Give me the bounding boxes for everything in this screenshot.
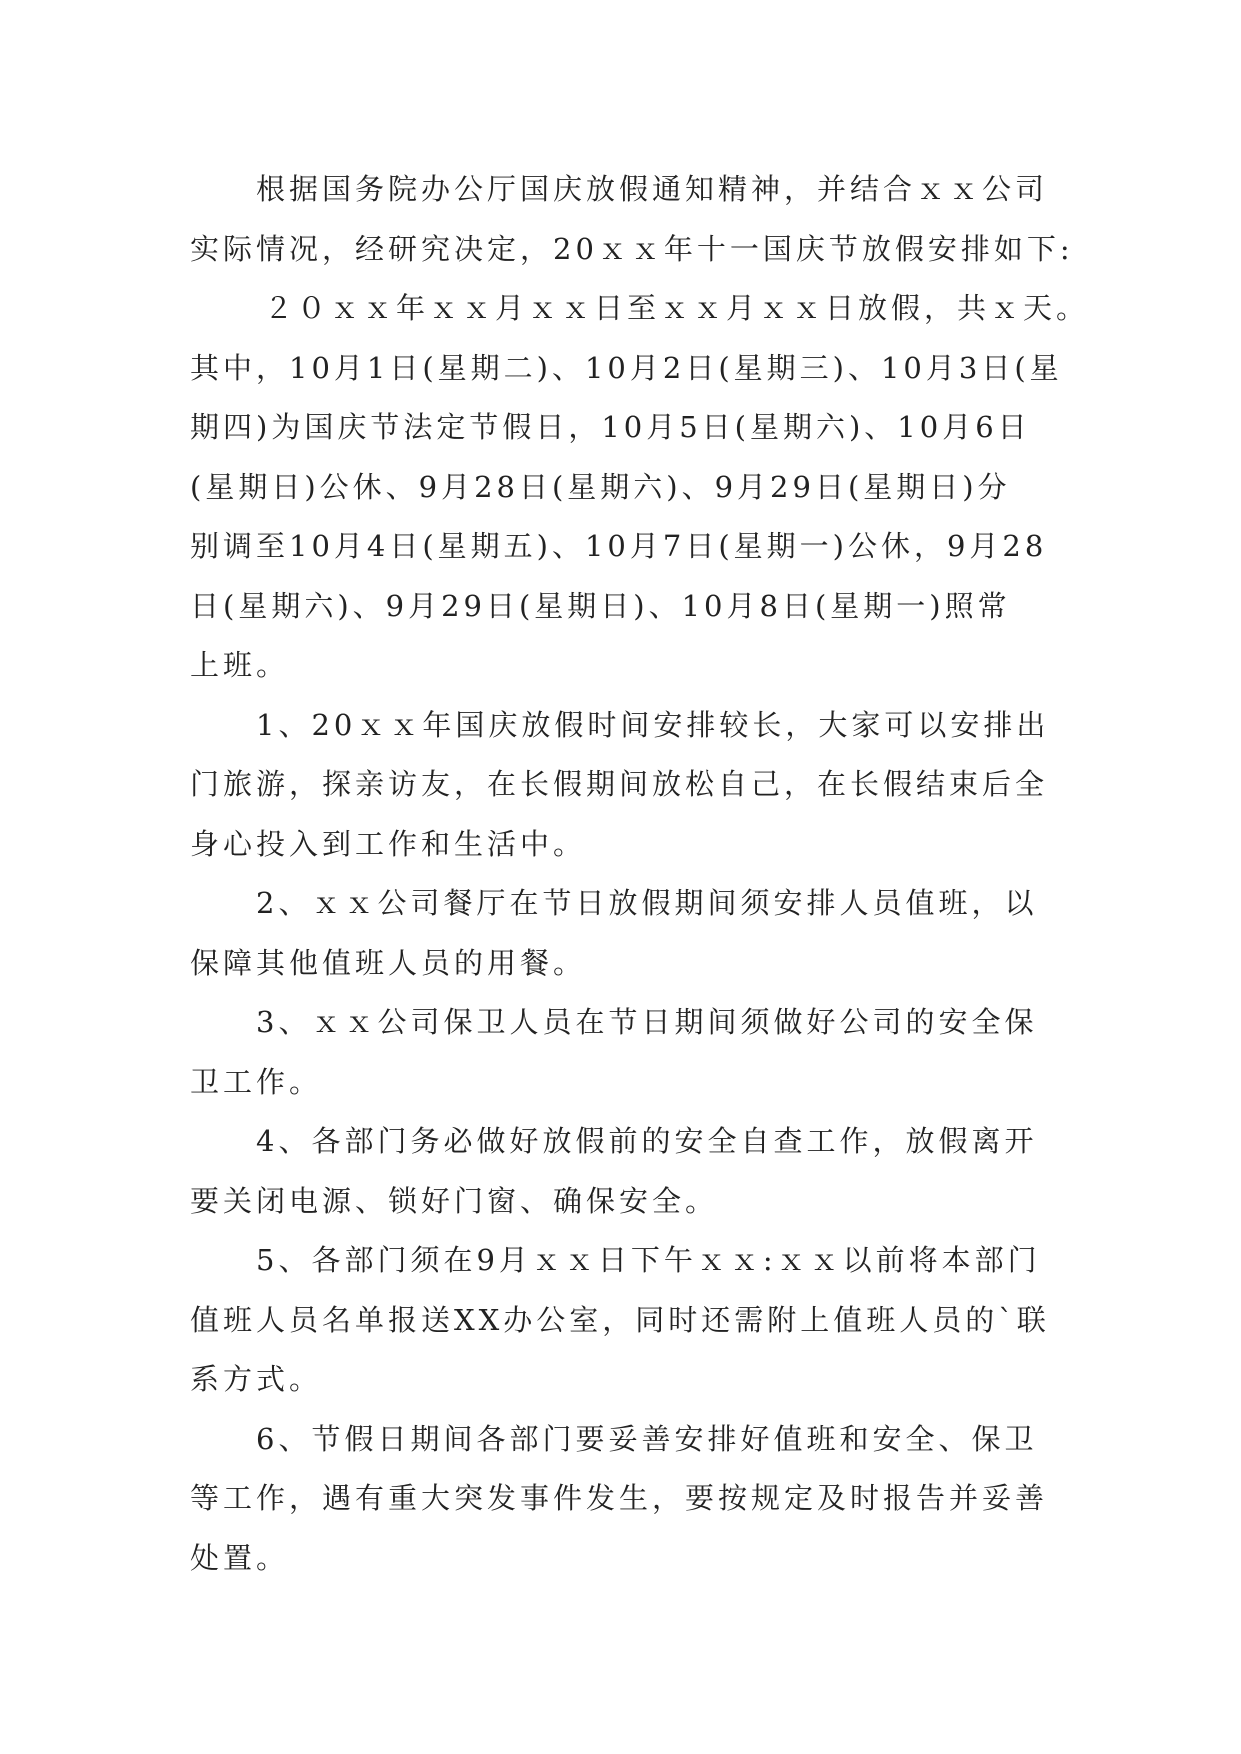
item-1-line-2: 门旅游，探亲访友，在长假期间放松自己，在长假结束后全 <box>190 767 1049 801</box>
document-body <box>190 160 1090 1588</box>
paragraph-schedule-line-5: 别调至10月4日(星期五)、10月7日(星期一)公休，9月28 <box>190 529 1048 563</box>
paragraph-intro-line-2: 实际情况，经研究决定，20ｘｘ年十一国庆节放假安排如下: <box>190 231 1074 266</box>
item-3-line-2: 卫工作。 <box>190 1064 323 1099</box>
item-3-line-1: 3、ｘｘ公司保卫人员在节日期间须做好公司的安全保 <box>256 1005 1038 1039</box>
item-6-line-2: 等工作，遇有重大突发事件发生，要按规定及时报告并妥善 <box>190 1481 1049 1515</box>
paragraph-schedule-line-7: 上班。 <box>190 648 290 682</box>
item-5-line-3: 系方式。 <box>190 1362 323 1396</box>
paragraph-schedule-line-2: 其中，10月1日(星期二)、10月2日(星期三)、10月3日(星 <box>190 350 1063 385</box>
item-6-line-1: 6、节假日期间各部门要妥善安排好值班和安全、保卫 <box>256 1421 1038 1456</box>
item-5-line-1: 5、各部门须在9月ｘｘ日下午ｘｘ:ｘｘ以前将本部门 <box>256 1243 1041 1277</box>
paragraph-schedule-line-6: 日(星期六)、9月29日(星期日)、10月8日(星期一)照常 <box>190 588 1011 623</box>
item-1-line-3: 身心投入到工作和生活中。 <box>190 826 587 861</box>
item-2-line-2: 保障其他值班人员的用餐。 <box>190 945 587 980</box>
item-2-line-1: 2、ｘｘ公司餐厅在节日放假期间须安排人员值班，以 <box>256 886 1038 920</box>
item-4-line-1: 4、各部门务必做好放假前的安全自查工作，放假离开 <box>256 1124 1038 1158</box>
item-1-line-1: 1、20ｘｘ年国庆放假时间安排较长，大家可以安排出 <box>256 707 1050 742</box>
item-6-line-3: 处置。 <box>190 1540 290 1575</box>
paragraph-schedule-line-1: ２０ｘｘ年ｘｘ月ｘｘ日至ｘｘ月ｘｘ日放假，共ｘ天。 <box>264 291 1090 325</box>
paragraph-schedule-line-3: 期四)为国庆节法定节假日，10月5日(星期六)、10月6日 <box>190 410 1031 444</box>
item-5-line-2: 值班人员名单报送XX办公室，同时还需附上值班人员的`联 <box>190 1302 1050 1337</box>
paragraph-intro-line-1: 根据国务院办公厅国庆放假通知精神，并结合ｘｘ公司 <box>256 172 1049 206</box>
item-4-line-2: 要关闭电源、锁好门窗、确保安全。 <box>190 1183 719 1218</box>
paragraph-schedule-line-4: (星期日)公休、9月28日(星期六)、9月29日(星期日)分 <box>190 469 1011 504</box>
